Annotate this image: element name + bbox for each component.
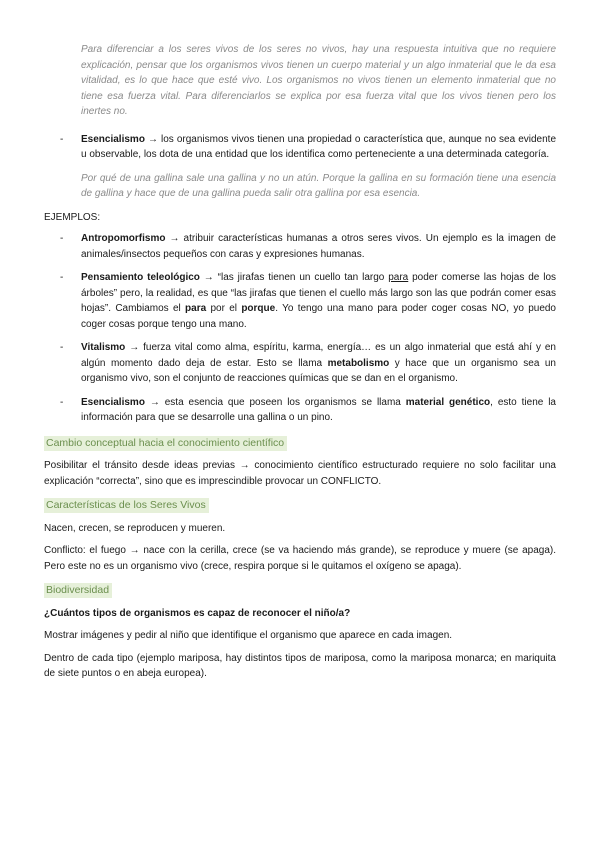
bullet-dash: - bbox=[60, 342, 64, 353]
intro-paragraph: Para diferenciar a los seres vivos de los seres no vivos, hay una respuesta intuitiva que no requiere explicación, pensar que los organismos vivos tienen un cuerpo material y un algo inmaterial que le da esa vitalidad, es lo que hace que esté vivo. Los organismos no vivos tienen un elemento inmaterial que no tiene esa fuerza vital. Para diferenciarlos se explica por esa fuerza vital que los vivos tienen pero los inertes no. bbox=[81, 44, 556, 117]
heading-text: Cambio conceptual hacia el conocimiento científico bbox=[44, 436, 287, 451]
list-item-antropomorfismo bbox=[44, 231, 556, 262]
heading-cambio-conceptual bbox=[44, 436, 556, 452]
list-item-esencialismo-2 bbox=[44, 395, 556, 426]
heading-biodiversidad bbox=[44, 583, 556, 599]
term-antropomorfismo: Antropomorfismo bbox=[81, 233, 166, 244]
item-text: poder comerse las hojas de los árboles” pero, la realidad, es que “las jirafas que tienen el cuello más largo son las que podrán comer esas hojas”. Cambiamos el bbox=[81, 272, 557, 314]
biodiversidad-paragraph-1: Mostrar imágenes y pedir al niño que identifique el organismo que aparece en cada imagen. bbox=[44, 630, 453, 641]
list-item-vitalismo bbox=[44, 340, 556, 387]
term-esencialismo: Esencialismo bbox=[81, 396, 145, 408]
document-content bbox=[44, 42, 556, 682]
question-text: ¿Cuántos tipos de organismos es capaz de reconocer el niño/a? bbox=[44, 607, 351, 619]
bullet-dash: - bbox=[60, 396, 64, 408]
caracteristicas-paragraph: Nacen, crecen, se reproducen y mueren. bbox=[44, 522, 226, 534]
bold-word: para bbox=[185, 303, 207, 314]
item-text: → esta esencia que poseen los organismos se llama bbox=[144, 396, 406, 408]
list-item-teleologico bbox=[44, 270, 556, 332]
item-text: los organismos vivos tienen una propiedad o característica que, aunque no sea evidente u observable, los dota de una entidad que los identifica como perteneciente a una determinada categoría. bbox=[81, 133, 557, 160]
item-text: y hace que un organismo sea un organismo vivo, son el conjunto de reacciones químicas que se dan en el organismo. bbox=[81, 357, 556, 384]
conflicto-paragraph: Conflicto: el fuego → nace con la cerilla, crece (se va haciendo más grande), se reproduce y muere (se apaga). Pero este no es un organismo vivo (crece, respira porque si le quitamos el oxígeno se apaga). bbox=[44, 545, 556, 572]
term-teleologico: Pensamiento teleológico bbox=[81, 272, 200, 283]
list-item-esencialismo bbox=[44, 132, 556, 163]
item-text: → “las jirafas tienen un cuello tan largo bbox=[199, 272, 389, 283]
heading-text: Biodiversidad bbox=[44, 583, 112, 598]
biodiversidad-question bbox=[44, 606, 556, 622]
item-text: → atribuir características humanas a otros seres vivos. Un ejemplo es la imagen de animales/insectos pequeños con caras y expresiones humanas. bbox=[81, 233, 556, 260]
bold-word: material genético bbox=[405, 396, 491, 408]
bullet-dash: - bbox=[60, 272, 64, 283]
bullet-dash: - bbox=[60, 133, 64, 145]
gallina-paragraph: Por qué de una gallina sale una gallina y no un atún. Porque la gallina en su formación tiene una esencia de gallina y hace que de una gallina pueda salir otra gallina por esa esencia. bbox=[81, 172, 556, 199]
heading-text: Características de los Seres Vivos bbox=[44, 498, 209, 513]
item-text: por el bbox=[206, 303, 242, 314]
biodiversidad-paragraph-2: Dentro de cada tipo (ejemplo mariposa, hay distintos tipos de mariposa, como la mariposa monarca; en mariquita de siete puntos o en abeja europea). bbox=[44, 652, 556, 679]
bold-word: porque bbox=[241, 303, 276, 314]
item-text: → fuerza vital como alma, espíritu, karma, energía… es un algo inmaterial que está ahí y en algún momento dado deja de estar. Esto se llama bbox=[81, 342, 556, 369]
cambio-paragraph: Posibilitar el tránsito desde ideas previas → conocimiento científico estructurado requiere no solo facilitar una explicación “correcta”, sino que es imprescindible provocar un CONFLICTO. bbox=[44, 460, 556, 487]
item-text: . Yo tengo una mano para poder coger cosas NO, yo puedo coger cosas porque tengo una mano. bbox=[81, 303, 556, 330]
term-vitalismo: Vitalismo bbox=[81, 342, 126, 353]
item-text: , esto tiene la información para que se desarrolle una gallina o un pino. bbox=[81, 396, 556, 423]
heading-caracteristicas bbox=[44, 498, 556, 514]
bold-word: metabolismo bbox=[327, 357, 390, 369]
bullet-dash: - bbox=[60, 233, 64, 244]
term-esencialismo: Esencialismo → bbox=[81, 133, 158, 145]
ejemplos-label: EJEMPLOS: bbox=[44, 211, 101, 223]
underlined-word: para bbox=[388, 272, 409, 283]
